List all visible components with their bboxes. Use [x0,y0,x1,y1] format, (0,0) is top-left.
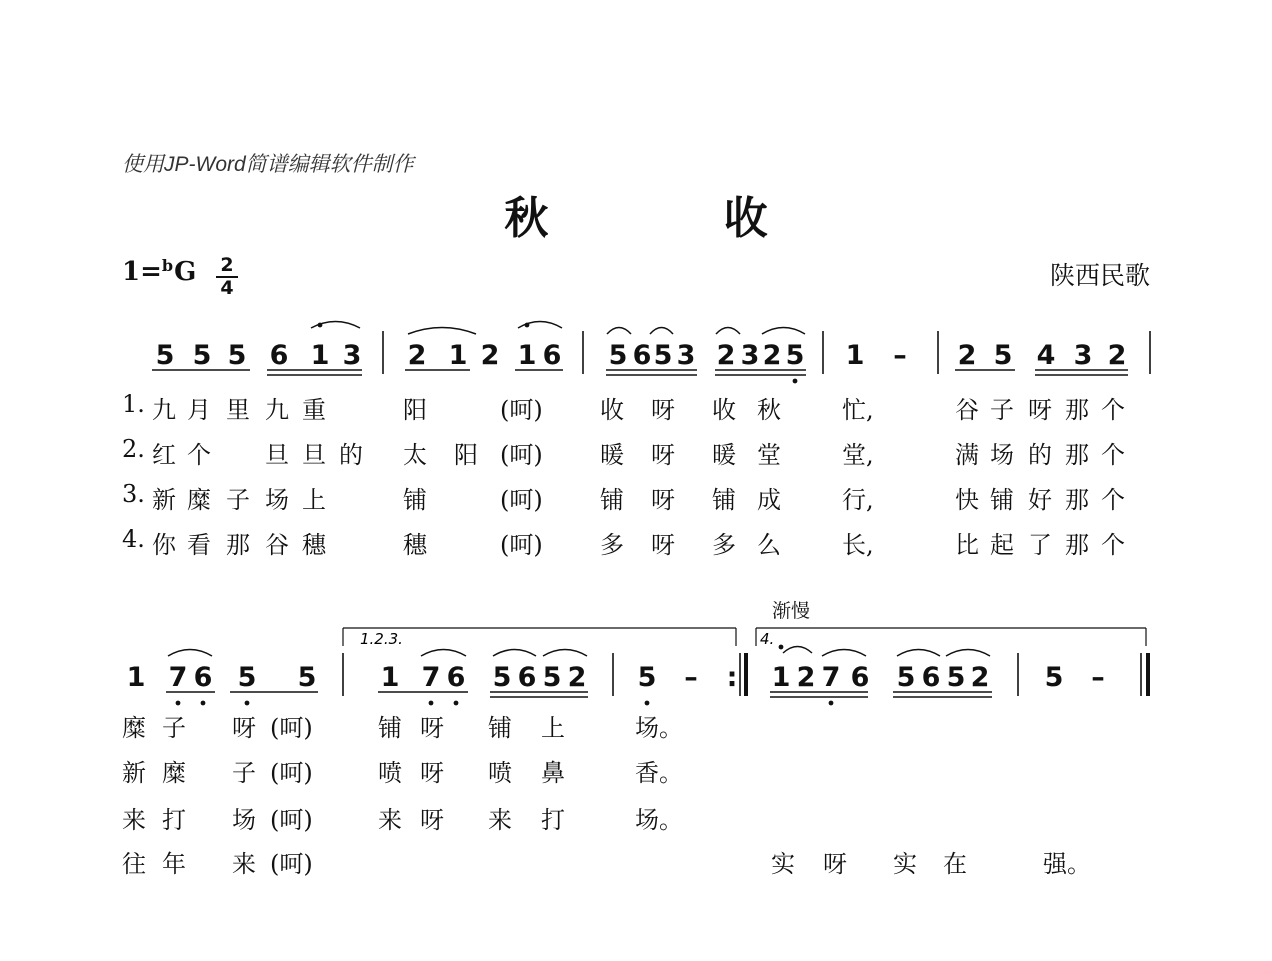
line1-verse-3-syllable: 行, [842,486,874,514]
line1-verse-2-syllable: 呀 [651,441,675,469]
line1-note: 6 [632,340,652,371]
line1-verse-3-syllable: 铺 [600,486,624,514]
line1-verse-1-syllable: 忙, [842,396,874,424]
line1-verse-2-syllable: 个 [1101,441,1125,469]
line2-note: 5 [237,662,257,693]
octave-dot [429,701,434,706]
software-note: 使用JP-Word简谱编辑软件制作 [122,153,414,176]
line1-verse-3-syllable: 上 [302,486,326,514]
line1-verse-4-syllable: 多 [712,531,736,559]
slur [897,650,940,657]
line1-verse-4-syllable: 起 [990,531,1014,559]
line1-verse-1-syllable: 重 [302,396,326,424]
line2-note: – [1091,662,1105,693]
line1-note: 2 [480,340,500,371]
slur [421,650,466,657]
line1-verse-2-syllable: 暖 [600,441,624,469]
slur [408,328,476,335]
line1-verse-1-syllable: 个 [1101,396,1125,424]
line2-verse-4-syllable: 往 [122,850,146,878]
slur [822,650,866,657]
line1-verse-4-syllable: 你 [152,531,176,559]
line1-verse-1-syllable: 那 [1065,396,1089,424]
line2-verse-3-syllable: 来 [488,806,512,834]
line2-verse-2-syllable: 香。 [635,759,683,787]
key-note: G [174,257,197,287]
line2-note: 5 [492,662,512,693]
line2-note: 5 [542,662,562,693]
line2-note: 1 [126,662,146,693]
line1-verse-2-syllable: 场 [990,441,1014,469]
line2-verse-4-syllable: 来 [232,850,256,878]
line1-verse-3-syllable: 成 [757,486,781,514]
line1-verse-4-syllable: 看 [187,531,211,559]
line2-verse-4-syllable: 年 [162,850,186,878]
line2-verse-3-syllable: 场 [232,806,256,834]
line1-verse-1-syllable: 收 [600,396,624,424]
line2-note: 5 [896,662,916,693]
line2-note: 6 [446,662,466,693]
octave-dot [245,701,250,706]
octave-dot [454,701,459,706]
line2-verse-4-syllable: (呵) [270,850,313,878]
line1-note: 2 [407,340,427,371]
slur [518,322,562,329]
line1-verse-4-syllable: 长, [842,531,874,559]
line1-note: 2 [762,340,782,371]
line1-verse-1-syllable: 子 [990,396,1014,424]
line2-verse-3-syllable: 打 [162,806,186,834]
octave-dot [201,701,206,706]
line1-note: 3 [676,340,696,371]
slur [607,328,631,335]
slur [168,650,212,657]
line1-verse-1-syllable: 秋 [757,396,781,424]
line2-verse-3-syllable: (呵) [270,806,313,834]
line1-verse-3-syllable: 场 [265,486,289,514]
line1-verse-1-syllable: 月 [187,396,211,424]
line1-verse-2-syllable: 旦 [302,441,326,469]
line2-verse-2-syllable: 新 [122,759,146,787]
line2-verse-4-syllable: 在 [943,850,967,878]
line1-verse-1-syllable: (呵) [500,396,543,424]
composer: 陕西民歌 [1049,261,1150,290]
line1-note: 4 [1036,340,1056,371]
line1-verse-2-syllable: 红 [152,441,176,469]
line2-note: 1 [380,662,400,693]
line1-note: 2 [1107,340,1127,371]
line1-note: 1 [310,340,330,371]
ending-1-label: 1.2.3. [360,630,403,648]
line1-verse-1-syllable: 九 [265,396,289,424]
slur [493,650,536,657]
line1-verse-4-syllable: 么 [757,531,781,559]
line2-note: 6 [850,662,870,693]
line1-verse-3-syllable: 那 [1065,486,1089,514]
line2-verse-4-syllable: 实 [771,850,795,878]
line2-note: 6 [193,662,213,693]
line1-note: 5 [785,340,805,371]
line1-verse-1-syllable: 呀 [1028,396,1052,424]
line1-verse-1-syllable: 收 [712,396,736,424]
low-octave-dot [793,379,798,384]
line1-note: 3 [740,340,760,371]
line2-note: 7 [421,662,441,693]
line1-verse-4-syllable: 比 [955,531,979,559]
line1-note: 1 [845,340,865,371]
line1-note: 5 [993,340,1013,371]
line1-verse-4-syllable: (呵) [500,531,543,559]
line1-note: 1 [448,340,468,371]
line2-verse-3-syllable: 场。 [635,806,683,834]
line1-verse-2-syllable: 太 [403,441,427,469]
octave-dot [176,701,181,706]
line1-note: 2 [716,340,736,371]
line1-verse-4-syllable: 4. [122,525,145,553]
line1-verse-2-syllable: 个 [187,441,211,469]
line2-verse-2-syllable: 糜 [162,759,186,787]
line1-verse-3-syllable: 子 [226,486,250,514]
line1-verse-2-syllable: 堂, [842,441,874,469]
high-octave-dot [779,645,784,650]
line1-note: 5 [227,340,247,371]
line2-verse-4-syllable: 呀 [823,850,847,878]
line1-verse-4-syllable: 了 [1028,531,1052,559]
line2-verse-3-syllable: 呀 [420,806,444,834]
line2-note: 1 [771,662,791,693]
line2-verse-2-syllable: 喷 [378,759,402,787]
line2-verse-2-syllable: 呀 [420,759,444,787]
line2-verse-2-syllable: 鼻 [541,759,565,787]
line2-note: 6 [517,662,537,693]
song-title: 秋 收 [504,193,848,244]
line2-verse-2-syllable: 喷 [488,759,512,787]
line2-verse-1-syllable: 场。 [635,714,683,742]
line2-note: 6 [921,662,941,693]
octave-dot [645,701,650,706]
line1-note: 2 [957,340,977,371]
line1-verse-2-syllable: 旦 [265,441,289,469]
time-bottom: 4 [220,277,234,299]
line2-verse-1-syllable: 铺 [378,714,402,742]
line2-verse-1-syllable: 糜 [122,714,146,742]
octave-dot [829,701,834,706]
line2-verse-1-syllable: (呵) [270,714,313,742]
line1-note: 3 [342,340,362,371]
key-prefix: 1= [122,257,162,287]
line1-verse-4-syllable: 那 [1065,531,1089,559]
line2-verse-4-syllable: 实 [893,850,917,878]
line1-verse-3-syllable: 快 [955,486,979,514]
slur [650,328,673,335]
line1-verse-3-syllable: 新 [152,486,176,514]
line1-verse-4-syllable: 穗 [403,531,427,559]
line2-note: – [684,662,698,693]
line1-verse-3-syllable: 铺 [712,486,736,514]
line1-verse-1-syllable: 里 [226,396,250,424]
slur [543,650,587,657]
line1-verse-2-syllable: 阳 [454,441,478,469]
line1-verse-3-syllable: 铺 [990,486,1014,514]
line1-note: 5 [608,340,628,371]
flat-sign: b [161,256,174,275]
line2-verse-1-syllable: 呀 [420,714,444,742]
line1-note: 1 [517,340,537,371]
line1-verse-1-syllable: 阳 [403,396,427,424]
line1-verse-4-syllable: 那 [226,531,250,559]
line2-note: 5 [297,662,317,693]
line1-verse-2-syllable: 堂 [757,441,781,469]
line1-verse-2-syllable: 满 [955,441,979,469]
line2-note: 5 [637,662,657,693]
line1-verse-3-syllable: (呵) [500,486,543,514]
line1-note: 5 [155,340,175,371]
line1-note: – [893,340,907,371]
slur [716,328,740,335]
line1-verse-2-syllable: (呵) [500,441,543,469]
line1-verse-4-syllable: 穗 [302,531,326,559]
line1-verse-3-syllable: 呀 [651,486,675,514]
line1-verse-3-syllable: 3. [122,480,145,508]
slur [783,647,812,654]
slur [762,328,805,335]
line2-note: : [726,662,738,693]
line1-note: 3 [1073,340,1093,371]
line1-note: 5 [192,340,212,371]
line1-verse-2-syllable: 的 [339,441,363,469]
line1-verse-1-syllable: 呀 [651,396,675,424]
line2-note: 2 [796,662,816,693]
line2-verse-1-syllable: 子 [162,714,186,742]
line1-verse-3-syllable: 好 [1028,486,1052,514]
line2-verse-1-syllable: 呀 [232,714,256,742]
line2-note: 2 [970,662,990,693]
line1-verse-4-syllable: 呀 [651,531,675,559]
line1-note: 6 [269,340,289,371]
line2-note: 7 [821,662,841,693]
line1-verse-1-syllable: 1. [122,390,145,418]
tempo-mark: 渐慢 [772,600,811,622]
line2-note: 2 [567,662,587,693]
line1-verse-2-syllable: 暖 [712,441,736,469]
line1-verse-2-syllable: 那 [1065,441,1089,469]
line2-verse-2-syllable: 子 [232,759,256,787]
line1-verse-1-syllable: 九 [152,396,176,424]
line1-verse-3-syllable: 个 [1101,486,1125,514]
line1-verse-1-syllable: 谷 [955,396,979,424]
line1-verse-2-syllable: 的 [1028,441,1052,469]
ending-2-label: 4. [760,630,775,648]
line1-verse-4-syllable: 多 [600,531,624,559]
line2-verse-2-syllable: (呵) [270,759,313,787]
line1-verse-2-syllable: 2. [122,435,145,463]
line2-verse-1-syllable: 上 [541,714,565,742]
line2-verse-3-syllable: 打 [541,806,565,834]
line1-verse-3-syllable: 糜 [187,486,211,514]
line1-note: 6 [542,340,562,371]
line2-verse-3-syllable: 来 [378,806,402,834]
line2-note: 5 [1044,662,1064,693]
line1-verse-4-syllable: 个 [1101,531,1125,559]
slur [311,322,360,329]
line1-note: 5 [653,340,673,371]
line2-verse-1-syllable: 铺 [488,714,512,742]
time-top: 2 [220,254,234,276]
line2-note: 5 [946,662,966,693]
line2-verse-3-syllable: 来 [122,806,146,834]
line1-verse-3-syllable: 铺 [403,486,427,514]
line1-verse-4-syllable: 谷 [265,531,289,559]
slur [946,650,990,657]
line2-verse-4-syllable: 强。 [1043,850,1091,878]
line2-note: 7 [168,662,188,693]
